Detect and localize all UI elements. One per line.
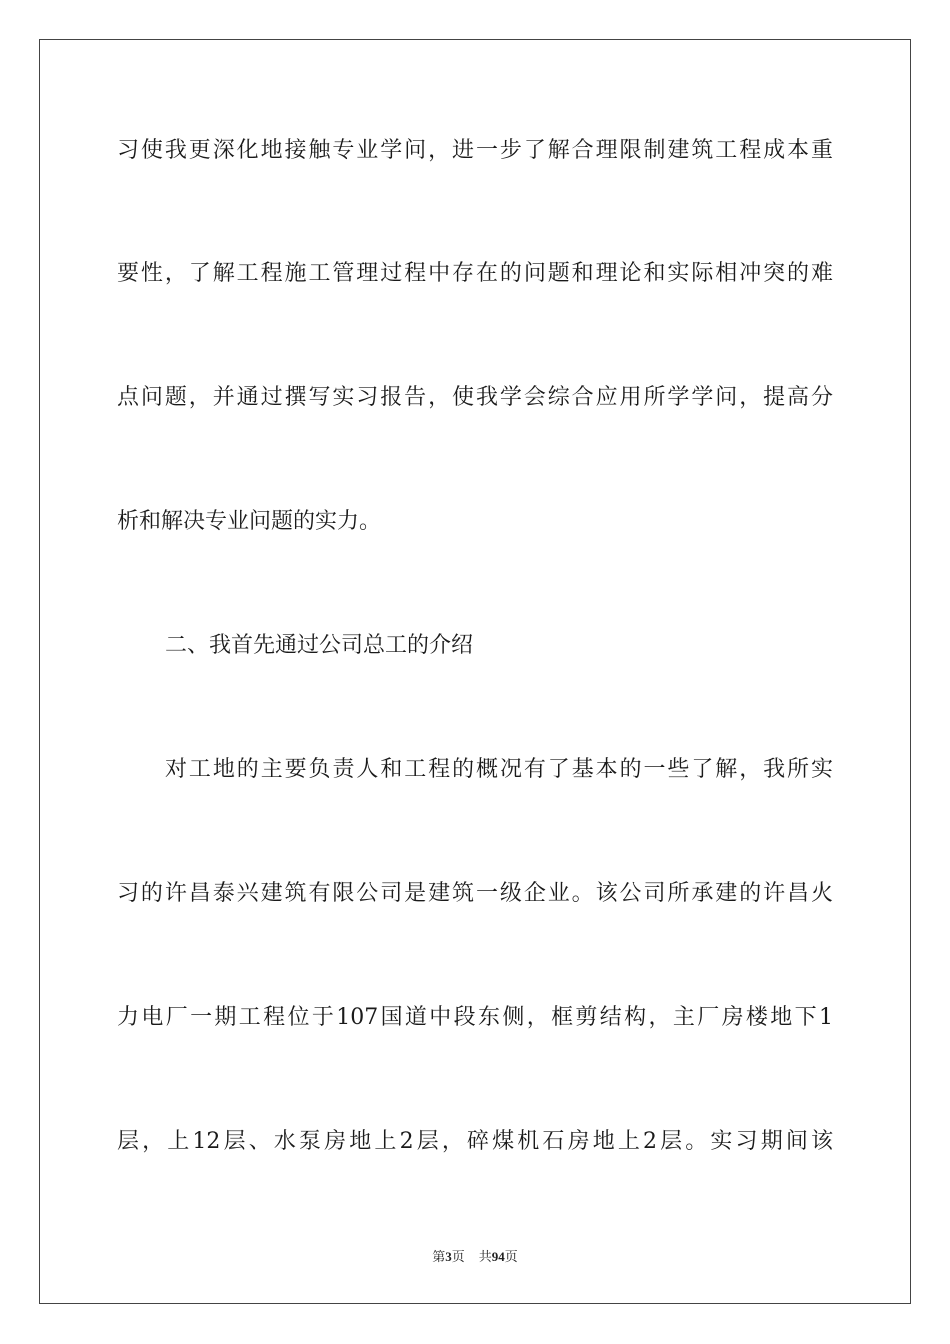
paragraph2-line-3: 力电厂一期工程位于107国道中段东侧，框剪结构，主厂房楼地下1 — [117, 1005, 833, 1030]
total-prefix: 共 — [478, 1250, 492, 1265]
text-line-1: 习使我更深化地接触专业学问，进一步了解合理限制建筑工程成本重 — [117, 138, 833, 163]
page-suffix: 页 — [451, 1250, 465, 1265]
section-heading: 二、我首先通过公司总工的介绍 — [165, 633, 474, 658]
text-line-3: 点问题，并通过撰写实习报告，使我学会综合应用所学学问，提高分 — [117, 385, 833, 410]
page-border — [39, 39, 911, 1304]
total-suffix: 页 — [504, 1250, 518, 1265]
paragraph2-line-2: 习的许昌泰兴建筑有限公司是建筑一级企业。该公司所承建的许昌火 — [117, 881, 833, 906]
text-line-4: 析和解决专业问题的实力。 — [117, 509, 382, 534]
total-pages: 94 — [491, 1249, 505, 1264]
text-line-2: 要性，了解工程施工管理过程中存在的问题和理论和实际相冲突的难 — [117, 261, 833, 286]
paragraph2-line-1: 对工地的主要负责人和工程的概况有了基本的一些了解，我所实 — [165, 757, 833, 782]
paragraph2-line-4: 层，上12层、水泵房地上2层，碎煤机石房地上2层。实习期间该 — [117, 1129, 833, 1154]
page-number: 3 — [445, 1249, 452, 1264]
page-footer — [0, 1248, 950, 1267]
page-prefix: 第 — [432, 1250, 446, 1265]
